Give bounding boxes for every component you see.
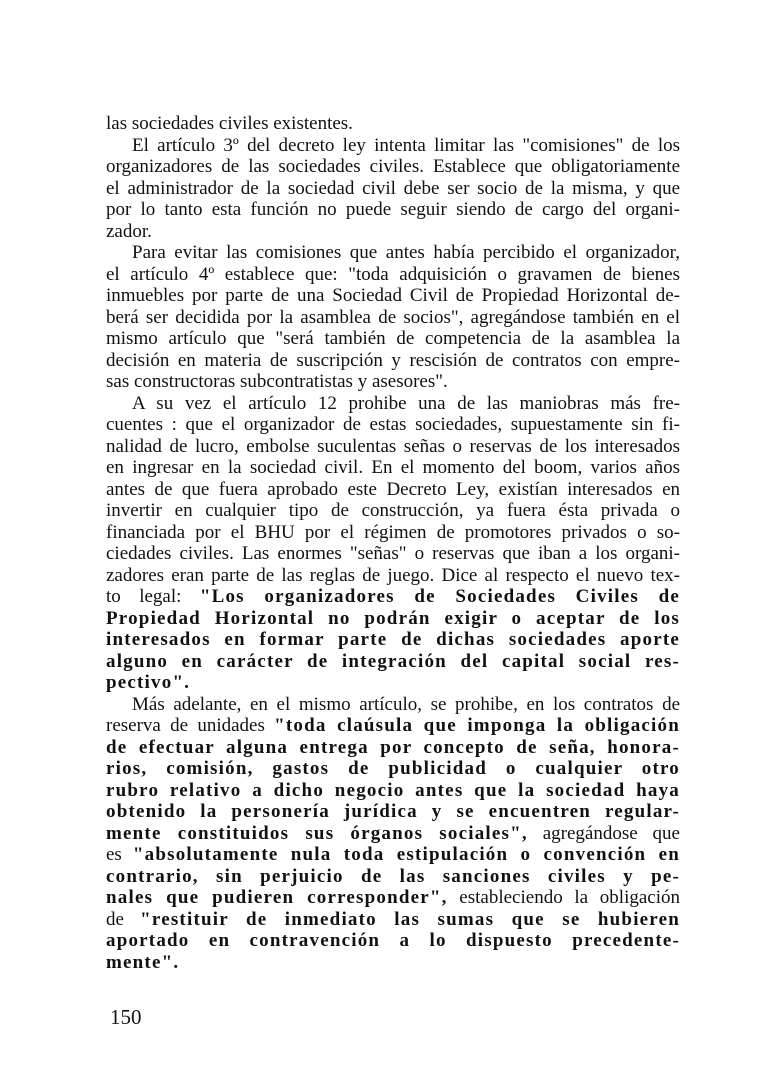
- quoted-legal-text: rios, comisión, gastos de publicidad o cualquier otro: [106, 758, 680, 779]
- text-line: [106, 221, 680, 243]
- quoted-legal-text: alguno en carácter de integración del capital social res-: [106, 650, 680, 672]
- quoted-legal-text: Propiedad Horizontal no podrán exigir o aceptar de los: [106, 607, 680, 629]
- line-text: to legal:: [106, 586, 200, 607]
- text-line: [106, 608, 680, 630]
- document-body: [106, 113, 680, 973]
- line-text: antes de que fuera aprobado este Decreto Ley, existían interesados en: [106, 478, 680, 500]
- line-text: es: [106, 844, 133, 865]
- text-line: [106, 758, 680, 780]
- text-line: [106, 909, 680, 931]
- text-line: [106, 887, 680, 909]
- text-line: [106, 156, 680, 178]
- text-line: [106, 522, 680, 544]
- line-text: nalidad de lucro, embolse suculentas señas o reservas de los interesados: [106, 435, 680, 457]
- quoted-legal-text: aportado en contravención a lo dispuesto precedente-: [106, 930, 680, 951]
- line-text: el administrador de la sociedad civil debe ser socio de la misma, y que: [106, 177, 680, 199]
- quoted-legal-text: rubro relativo a dicho negocio antes que la sociedad haya: [106, 779, 680, 801]
- line-text: inmuebles por parte de una Sociedad Civil de Propiedad Horizontal de-: [106, 285, 680, 306]
- line-text: mismo artículo que "será también de competencia de la asamblea la: [106, 328, 680, 349]
- line-text: invertir en cualquier tipo de construcción, ya fuera ésta privada o: [106, 500, 680, 521]
- text-line: [106, 543, 680, 565]
- quoted-legal-text: nales que pudieren corresponder",: [106, 887, 448, 908]
- quoted-legal-text: "toda claúsula que imponga la obligación: [274, 715, 680, 736]
- line-text: zador.: [106, 220, 152, 242]
- quoted-legal-text: contrario, sin perjuicio de las sanciones civiles y pe-: [106, 865, 680, 887]
- line-text: de: [106, 908, 141, 930]
- text-line: [106, 285, 680, 307]
- text-line: [106, 307, 680, 329]
- text-line: [106, 930, 680, 952]
- text-line: [106, 457, 680, 479]
- line-text: decisión en materia de suscripción y rescisión de contratos con empre-: [106, 349, 680, 371]
- line-text: berá ser decidida por la asamblea de socios", agregándose también en el: [106, 306, 680, 328]
- text-line: [106, 135, 680, 157]
- text-line: [106, 199, 680, 221]
- line-text: las sociedades civiles existentes.: [106, 113, 353, 134]
- line-text: financiada por el BHU por el régimen de promotores privados o so-: [106, 521, 680, 543]
- line-text: Más adelante, en el mismo artículo, se prohibe, en los contratos de: [132, 693, 680, 715]
- quoted-legal-text: "restituir de inmediato las sumas que se hubieren: [140, 908, 680, 930]
- text-line: [106, 264, 680, 286]
- text-line: [106, 350, 680, 372]
- quoted-legal-text: mente constituidos sus órganos sociales",: [106, 822, 528, 844]
- line-text: El artículo 3º del decreto ley intenta limitar las "comisiones" de los: [132, 134, 680, 156]
- text-line: [106, 780, 680, 802]
- quoted-legal-text: mente".: [106, 951, 180, 973]
- quoted-legal-text: pectivo".: [106, 672, 191, 693]
- text-line: [106, 500, 680, 522]
- page-number: 150: [110, 1005, 142, 1029]
- text-line: [106, 586, 680, 608]
- text-line: [106, 629, 680, 651]
- text-line: [106, 178, 680, 200]
- text-line: [106, 651, 680, 673]
- text-line: [106, 113, 680, 135]
- line-text: Para evitar las comisiones que antes había percibido el organizador,: [132, 242, 680, 263]
- quoted-legal-text: interesados en formar parte de dichas sociedades aporte: [106, 629, 680, 650]
- line-text: el artículo 4º establece que: "toda adquisición o gravamen de bienes: [106, 263, 680, 285]
- quoted-legal-text: "absolutamente nula toda estipulación o convención en: [132, 844, 680, 865]
- text-line: [106, 844, 680, 866]
- text-line: [106, 436, 680, 458]
- line-text: por lo tanto esta función no puede seguir siendo de cargo del organi-: [106, 199, 680, 220]
- text-line: [106, 866, 680, 888]
- text-line: [106, 242, 680, 264]
- line-text: cuentes : que el organizador de estas sociedades, supuestamente sin fi-: [106, 414, 680, 435]
- text-line: [106, 565, 680, 587]
- line-text: ciedades civiles. Las enormes "señas" o reservas que iban a los organi-: [106, 543, 680, 564]
- line-text: en ingresar en la sociedad civil. En el momento del boom, varios años: [106, 457, 680, 478]
- text-line: [106, 672, 680, 694]
- text-line: [106, 715, 680, 737]
- line-text: A su vez el artículo 12 prohibe una de las maniobras más fre-: [132, 392, 680, 414]
- text-line: [106, 414, 680, 436]
- text-line: [106, 393, 680, 415]
- line-text: organizadores de las sociedades civiles. Establece que obligatoriamente: [106, 156, 680, 177]
- text-line: [106, 479, 680, 501]
- text-line: [106, 801, 680, 823]
- text-line: [106, 823, 680, 845]
- line-text: zadores eran parte de las reglas de juego. Dice al respecto el nuevo tex-: [106, 564, 680, 586]
- text-line: [106, 328, 680, 350]
- line-text: sas constructoras subcontratistas y asesores".: [106, 371, 448, 392]
- text-line: [106, 737, 680, 759]
- text-line: [106, 952, 680, 974]
- text-line: [106, 694, 680, 716]
- line-text: agregándose que: [527, 822, 680, 844]
- text-line: [106, 371, 680, 393]
- quoted-legal-text: "Los organizadores de Sociedades Civiles de: [199, 586, 681, 607]
- line-text: estableciendo la obligación: [447, 887, 680, 908]
- quoted-legal-text: de efectuar alguna entrega por concepto de seña, honora-: [106, 736, 680, 758]
- line-text: reserva de unidades: [106, 715, 275, 736]
- quoted-legal-text: obtenido la personería jurídica y se encuentren regular-: [106, 801, 680, 822]
